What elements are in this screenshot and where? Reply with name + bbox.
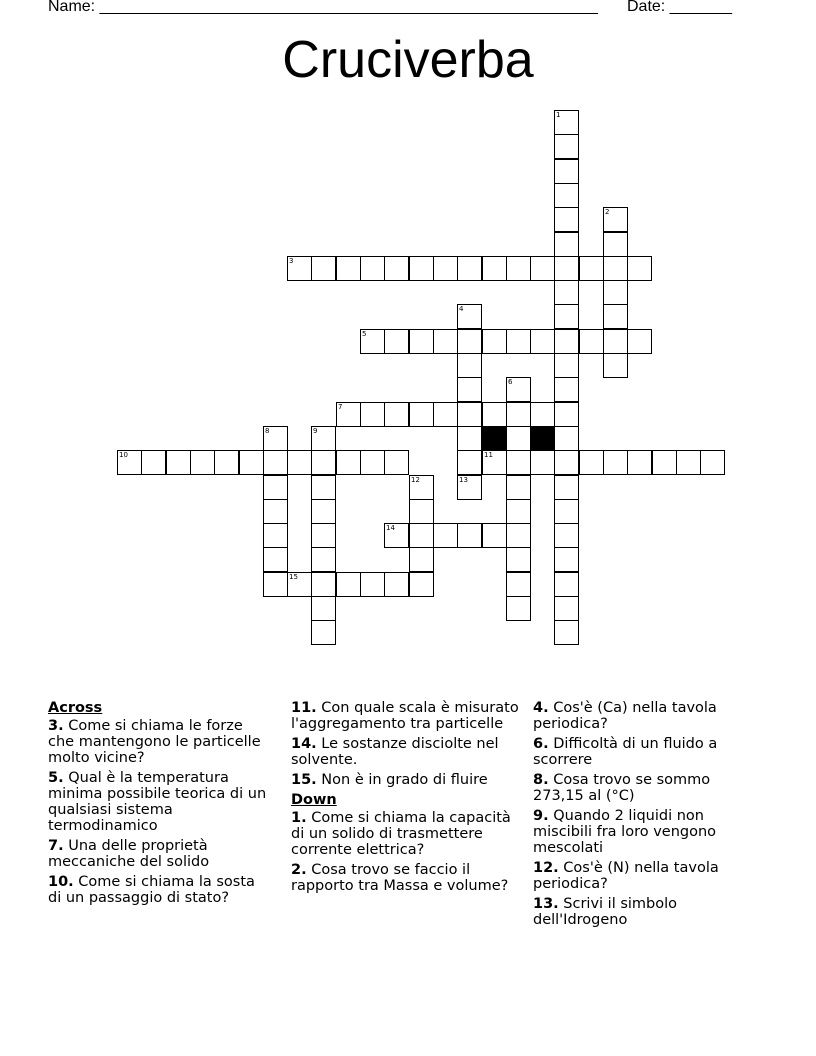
grid-cell[interactable] (287, 256, 312, 281)
clue-text: Cosa trovo se faccio il rapporto tra Massa e volume? (291, 862, 509, 894)
clue-across-14 (291, 736, 527, 768)
grid-cell[interactable] (457, 329, 482, 354)
grid-cell[interactable] (409, 475, 434, 500)
grid-cell[interactable] (263, 499, 288, 524)
grid-cell[interactable] (554, 402, 579, 427)
clue-number: 2. (291, 862, 307, 878)
name-field-label: Name: ________________________________________________________ (48, 0, 598, 15)
grid-cell[interactable] (530, 402, 555, 427)
clue-number-label: 2 (605, 208, 610, 216)
grid-cell[interactable] (603, 280, 628, 305)
clue-down-8 (533, 772, 763, 804)
grid-cell[interactable] (457, 353, 482, 378)
grid-cell[interactable] (214, 450, 239, 475)
clue-text: Difficoltà di un fluido a scorrere (533, 736, 718, 768)
clues-column-3 (533, 700, 763, 932)
grid-cell[interactable] (506, 547, 531, 572)
grid-cell[interactable] (263, 572, 288, 597)
grid-cell[interactable] (554, 475, 579, 500)
grid-cell[interactable] (506, 329, 531, 354)
grid-cell[interactable] (554, 450, 579, 475)
clue-number: 13. (533, 896, 559, 912)
grid-cell[interactable] (506, 377, 531, 402)
clue-number: 8. (533, 772, 549, 788)
grid-cell[interactable] (457, 256, 482, 281)
clue-number-label: 1 (556, 111, 561, 119)
grid-cell[interactable] (311, 426, 336, 451)
grid-cell[interactable] (384, 572, 409, 597)
grid-cell[interactable] (336, 572, 361, 597)
grid-cell[interactable] (554, 256, 579, 281)
grid-cell[interactable] (263, 450, 288, 475)
grid-cell[interactable] (190, 450, 215, 475)
clue-down-13 (533, 896, 763, 928)
grid-cell[interactable] (700, 450, 725, 475)
grid-cell[interactable] (409, 523, 434, 548)
grid-cell[interactable] (384, 329, 409, 354)
clue-number-label: 5 (362, 330, 367, 338)
grid-cell[interactable] (603, 329, 628, 354)
grid-cell[interactable] (482, 329, 507, 354)
grid-cell[interactable] (482, 450, 507, 475)
clue-number: 14. (291, 736, 317, 752)
clue-across-11 (291, 700, 527, 732)
clue-number: 10. (48, 874, 74, 890)
grid-cell[interactable] (457, 523, 482, 548)
grid-cell[interactable] (384, 256, 409, 281)
clues-column-2 (291, 700, 527, 898)
grid-cell[interactable] (554, 134, 579, 159)
grid-cell[interactable] (554, 329, 579, 354)
grid-cell[interactable] (554, 183, 579, 208)
grid-cell[interactable] (409, 256, 434, 281)
clue-number: 12. (533, 860, 559, 876)
clue-down-4 (533, 700, 763, 732)
grid-cell[interactable] (384, 523, 409, 548)
grid-cell[interactable] (311, 450, 336, 475)
grid-cell[interactable] (652, 450, 677, 475)
grid-cell[interactable] (287, 572, 312, 597)
clue-number: 15. (291, 772, 317, 788)
clue-number-label: 15 (289, 573, 298, 581)
grid-cell[interactable] (457, 304, 482, 329)
grid-cell[interactable] (457, 377, 482, 402)
clue-down-1 (291, 810, 527, 858)
clue-down-2 (291, 862, 527, 894)
clue-number: 7. (48, 838, 64, 854)
grid-cell[interactable] (530, 329, 555, 354)
grid-cell[interactable] (506, 499, 531, 524)
clue-down-9 (533, 808, 763, 856)
grid-cell[interactable] (554, 572, 579, 597)
grid-cell[interactable] (457, 426, 482, 451)
grid-cell[interactable] (530, 256, 555, 281)
clue-number-label: 8 (265, 427, 270, 435)
grid-cell[interactable] (554, 426, 579, 451)
clue-number-label: 14 (386, 524, 395, 532)
grid-cell[interactable] (360, 256, 385, 281)
grid-cell[interactable] (409, 547, 434, 572)
clue-number: 6. (533, 736, 549, 752)
grid-cell[interactable] (603, 256, 628, 281)
clue-text: Le sostanze disciolte nel solvente. (291, 736, 499, 768)
date-field-label: Date: _______ (627, 0, 732, 15)
grid-cell[interactable] (287, 450, 312, 475)
clue-text: Come si chiama la capacità di un solido di trasmettere corrente elettrica? (291, 810, 511, 858)
grid-cell[interactable] (384, 402, 409, 427)
grid-cell[interactable] (627, 450, 652, 475)
grid-cell[interactable] (554, 159, 579, 184)
clue-across-3 (48, 718, 272, 766)
clue-text: Cos'è (Ca) nella tavola periodica? (533, 700, 717, 732)
grid-cell[interactable] (457, 402, 482, 427)
clue-number-label: 7 (338, 403, 343, 411)
grid-cell[interactable] (311, 499, 336, 524)
clue-number-label: 9 (313, 427, 318, 435)
clue-text: Non è in grado di fluire (321, 772, 488, 788)
clue-text: Cos'è (N) nella tavola periodica? (533, 860, 719, 892)
clue-text: Una delle proprietà meccaniche del solido (48, 838, 210, 870)
grid-cell[interactable] (603, 232, 628, 257)
grid-cell[interactable] (603, 450, 628, 475)
clue-text: Scrivi il simbolo dell'Idrogeno (533, 896, 678, 928)
grid-cell[interactable] (311, 620, 336, 645)
grid-cell[interactable] (554, 377, 579, 402)
grid-cell[interactable] (433, 256, 458, 281)
grid-cell[interactable] (554, 110, 579, 135)
grid-cell[interactable] (311, 547, 336, 572)
clue-across-7 (48, 838, 272, 870)
grid-cell[interactable] (506, 596, 531, 621)
clue-text: Con quale scala è misurato l'aggregamento tra particelle (291, 700, 519, 732)
grid-cell[interactable] (311, 572, 336, 597)
clue-number-label: 11 (484, 451, 493, 459)
grid-cell[interactable] (554, 304, 579, 329)
clue-number-label: 3 (289, 257, 294, 265)
grid-cell[interactable] (554, 620, 579, 645)
grid-cell[interactable] (311, 475, 336, 500)
grid-cell[interactable] (433, 402, 458, 427)
grid-cell[interactable] (409, 499, 434, 524)
grid-cell[interactable] (263, 547, 288, 572)
grid-cell[interactable] (554, 232, 579, 257)
grid-cell[interactable] (506, 450, 531, 475)
grid-cell[interactable] (603, 304, 628, 329)
clue-text: Cosa trovo se sommo 273,15 al (°C) (533, 772, 711, 804)
grid-cell[interactable] (506, 475, 531, 500)
grid-cell[interactable] (482, 402, 507, 427)
clue-number: 9. (533, 808, 549, 824)
clue-text: Qual è la temperatura minima possibile teorica di un qualsiasi sistema termodinamico (48, 770, 267, 834)
grid-cell[interactable] (409, 402, 434, 427)
down-heading: Down (291, 792, 337, 808)
grid-cell[interactable] (239, 450, 264, 475)
clue-number-label: 12 (411, 476, 420, 484)
grid-cell[interactable] (554, 547, 579, 572)
grid-cell[interactable] (506, 572, 531, 597)
grid-cell[interactable] (554, 280, 579, 305)
clue-across-15 (291, 772, 527, 788)
grid-cell[interactable] (627, 329, 652, 354)
clue-text: Quando 2 liquidi non miscibili fra loro vengono mescolati (533, 808, 717, 856)
grid-black-cell (530, 426, 555, 451)
grid-cell[interactable] (117, 450, 142, 475)
grid-cell[interactable] (579, 256, 604, 281)
grid-cell[interactable] (141, 450, 166, 475)
clues-column-1 (48, 700, 272, 910)
grid-cell[interactable] (554, 523, 579, 548)
grid-cell[interactable] (336, 402, 361, 427)
grid-cell[interactable] (360, 450, 385, 475)
clue-number: 3. (48, 718, 64, 734)
grid-cell[interactable] (311, 523, 336, 548)
clue-number-label: 6 (508, 378, 513, 386)
grid-cell[interactable] (676, 450, 701, 475)
grid-cell[interactable] (506, 426, 531, 451)
grid-cell[interactable] (263, 426, 288, 451)
clue-text: Come si chiama la sosta di un passaggio di stato? (48, 874, 255, 906)
grid-cell[interactable] (360, 329, 385, 354)
grid-cell[interactable] (336, 450, 361, 475)
grid-cell[interactable] (506, 523, 531, 548)
grid-cell[interactable] (457, 450, 482, 475)
clue-down-12 (533, 860, 763, 892)
grid-cell[interactable] (603, 353, 628, 378)
grid-cell[interactable] (263, 475, 288, 500)
grid-cell[interactable] (627, 256, 652, 281)
grid-cell[interactable] (554, 207, 579, 232)
grid-cell[interactable] (603, 207, 628, 232)
clue-number-label: 10 (119, 451, 128, 459)
grid-cell[interactable] (360, 572, 385, 597)
grid-cell[interactable] (311, 256, 336, 281)
clue-text: Come si chiama le forze che mantengono le particelle molto vicine? (48, 718, 261, 766)
grid-cell[interactable] (457, 475, 482, 500)
grid-cell[interactable] (166, 450, 191, 475)
grid-cell[interactable] (409, 572, 434, 597)
clue-across-5 (48, 770, 272, 834)
clue-across-10 (48, 874, 272, 906)
grid-cell[interactable] (579, 450, 604, 475)
grid-cell[interactable] (482, 256, 507, 281)
grid-cell[interactable] (530, 450, 555, 475)
grid-cell[interactable] (360, 402, 385, 427)
grid-cell[interactable] (482, 523, 507, 548)
clue-number: 1. (291, 810, 307, 826)
grid-cell[interactable] (579, 329, 604, 354)
grid-cell[interactable] (433, 523, 458, 548)
grid-cell[interactable] (506, 402, 531, 427)
grid-cell[interactable] (311, 596, 336, 621)
clue-number: 4. (533, 700, 549, 716)
grid-cell[interactable] (554, 499, 579, 524)
clue-number-label: 13 (459, 476, 468, 484)
page-title: Cruciverba (282, 31, 534, 89)
grid-cell[interactable] (384, 450, 409, 475)
clue-number: 11. (291, 700, 317, 716)
grid-cell[interactable] (506, 256, 531, 281)
clue-down-6 (533, 736, 763, 768)
clue-number: 5. (48, 770, 64, 786)
grid-cell[interactable] (554, 353, 579, 378)
grid-black-cell (482, 426, 507, 451)
clue-number-label: 4 (459, 305, 464, 313)
grid-cell[interactable] (433, 329, 458, 354)
grid-cell[interactable] (409, 329, 434, 354)
grid-cell[interactable] (554, 596, 579, 621)
grid-cell[interactable] (263, 523, 288, 548)
grid-cell[interactable] (336, 256, 361, 281)
across-heading: Across (48, 700, 103, 716)
